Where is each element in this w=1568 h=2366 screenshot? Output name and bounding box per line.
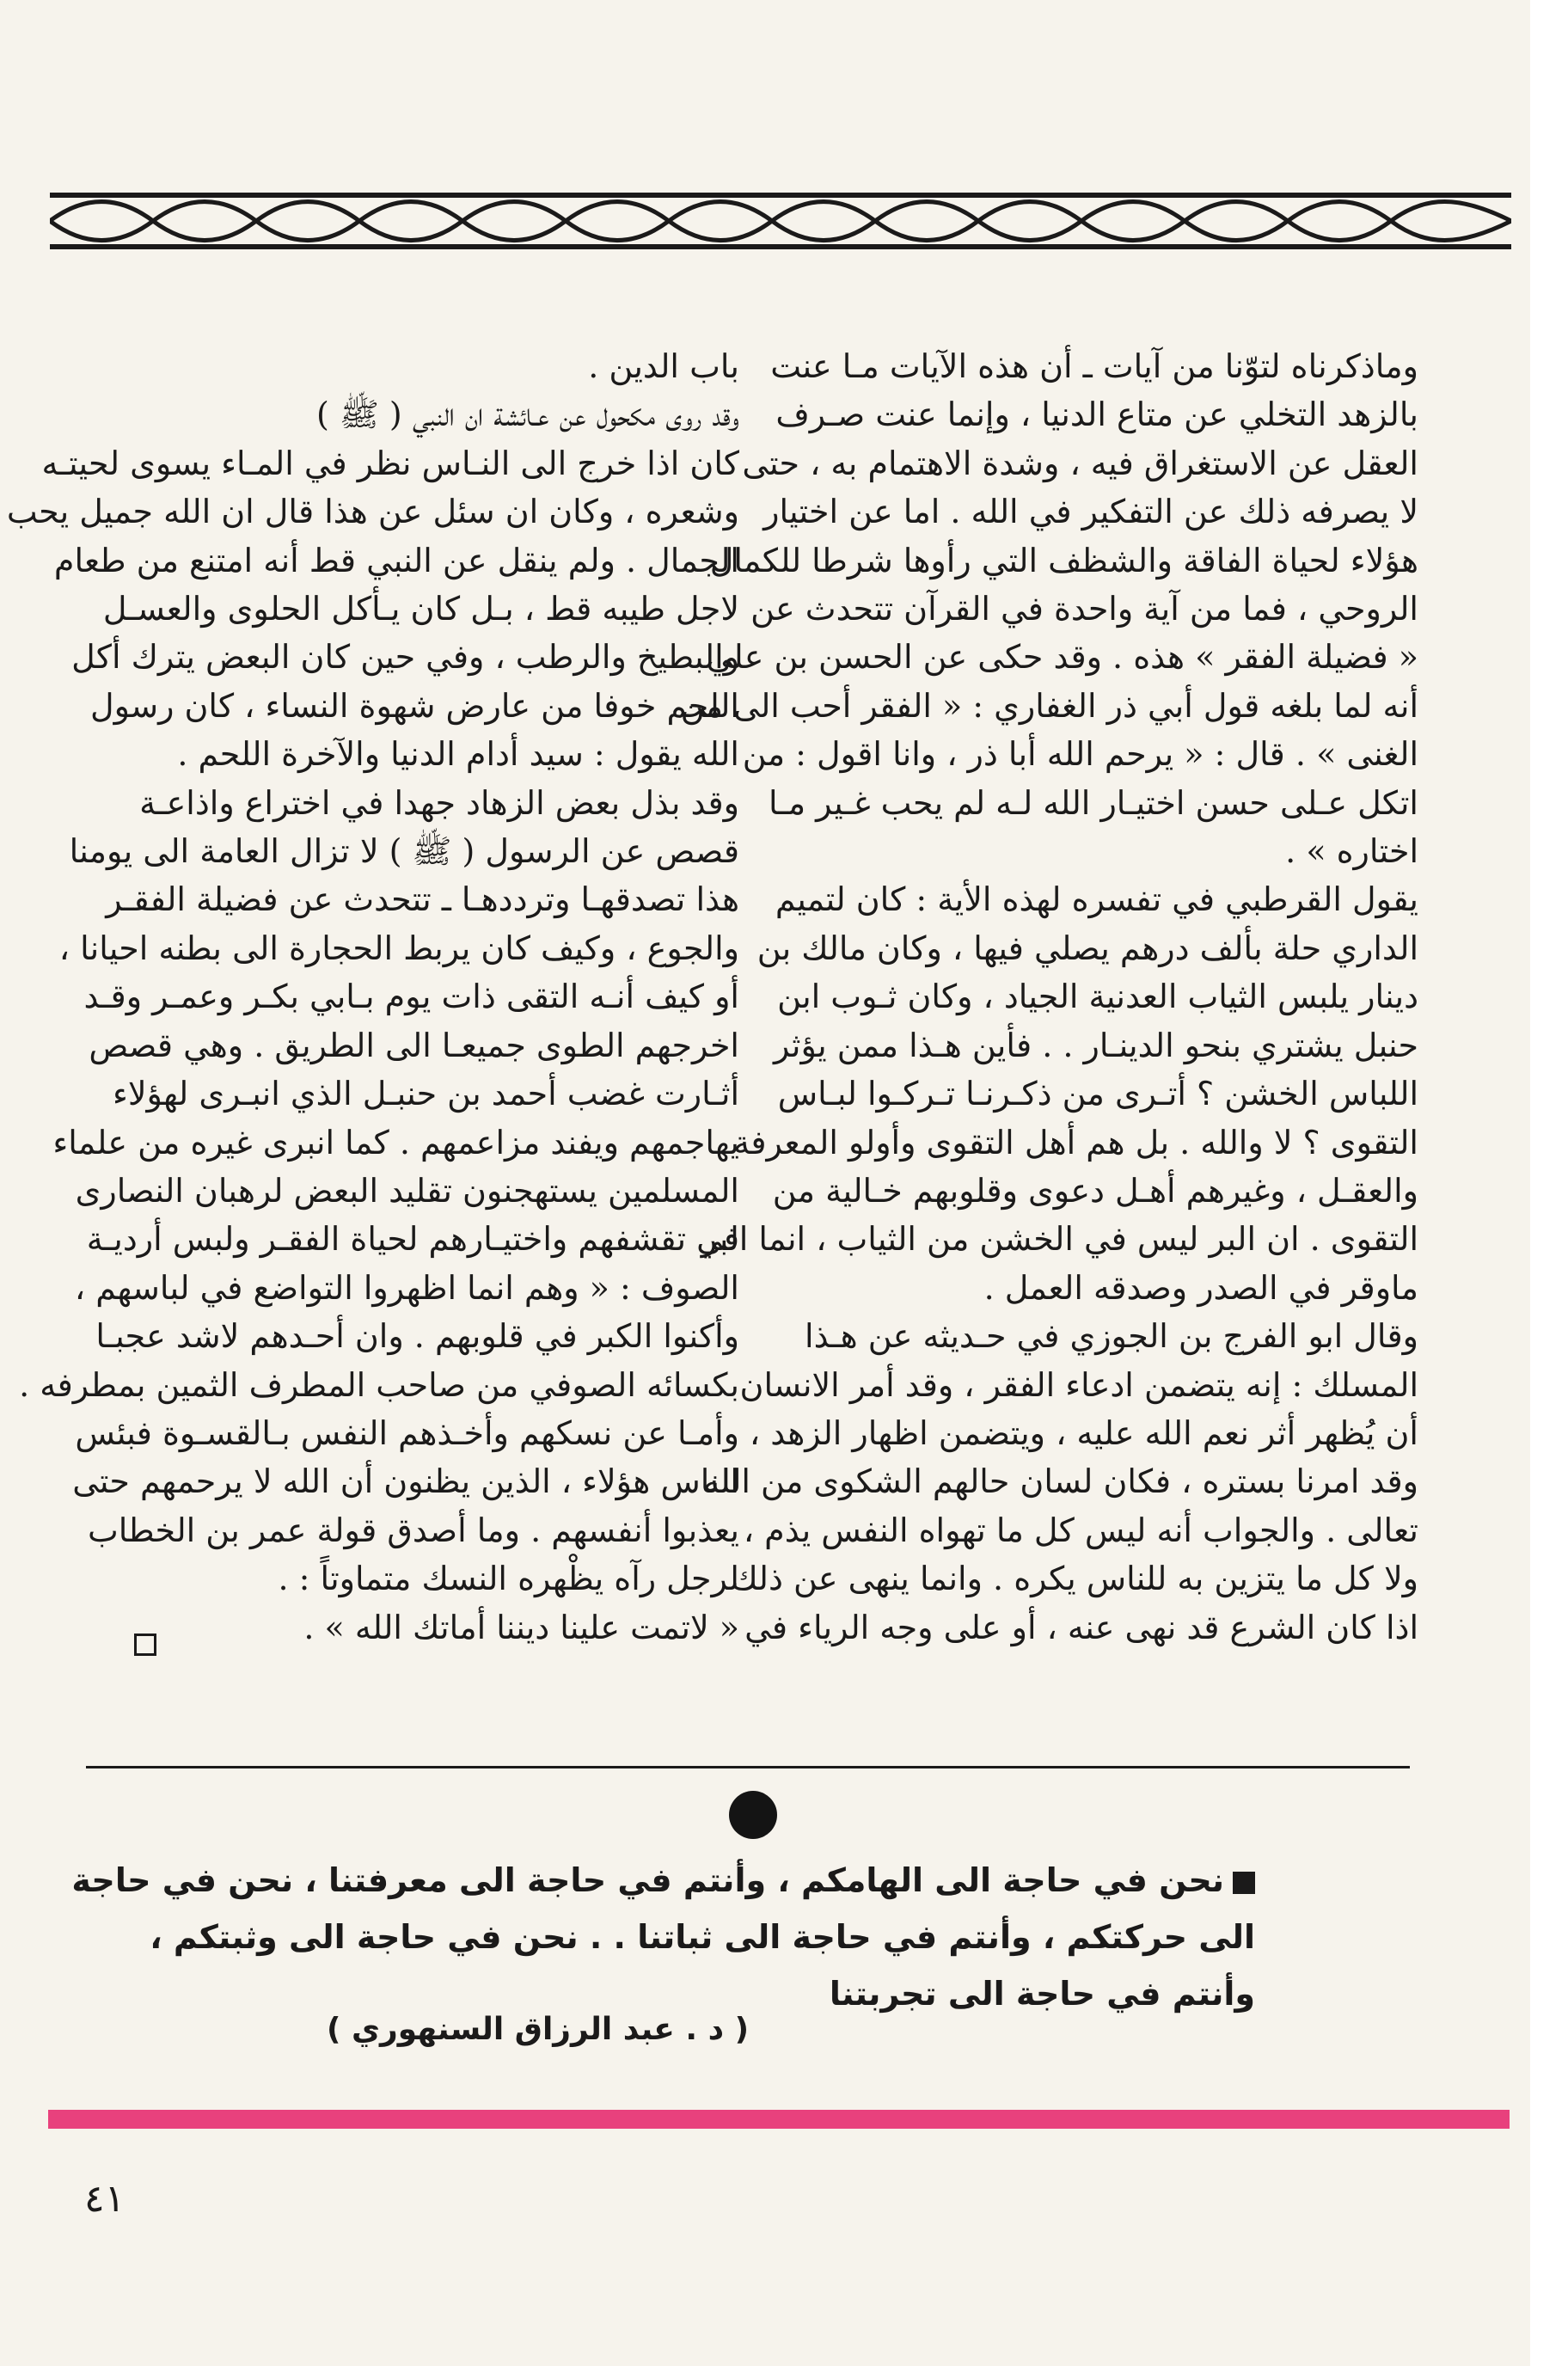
ornamental-border — [50, 191, 1511, 251]
text-line: والبطيخ والرطب ، وفي حين كان البعض يترك أكل — [71, 638, 739, 677]
horizontal-rule — [86, 1766, 1410, 1768]
text-line: بكسائه الصوفي من صاحب المطرف الثمين بمطرفه . — [19, 1365, 739, 1404]
text-line: هؤلاء لحياة الفاقة والشظف التي رأوها شرطا للكمال — [709, 541, 1418, 579]
end-of-article-mark — [134, 1634, 156, 1656]
text-line: لا يصرفه ذلك عن التفكير في الله . اما عن اختيار — [763, 493, 1418, 531]
text-line: أنه لما بلغه قول أبي ذر الغفاري : « الفقر أحب الى من — [680, 686, 1418, 725]
text-line: وماذكرناه لتوّنا من آيات ـ أن هذه الآيات مـا عنت — [770, 347, 1418, 385]
text-line: الغنى » . قال : « يرحم الله أبا ذر ، وانا اقول : من — [742, 735, 1418, 774]
text-line: الجمال . ولم ينقل عن النبي قط أنه امتنع من طعام — [53, 541, 739, 579]
text-line: والعقـل ، وغيرهم أهـل دعوى وقلوبهم خـالية من — [772, 1171, 1418, 1210]
text-line: التقوى ؟ لا والله . بل هم أهل التقوى وأولو المعرفة — [732, 1123, 1418, 1162]
text-line: أثـارت غضب أحمد بن حنبـل الذي انبـرى لهؤلاء — [113, 1075, 739, 1113]
quote-line: نحن في حاجة الى الهامكم ، وأنتم في حاجة الى معرفتنا ، نحن في حاجة — [318, 1852, 1255, 1909]
text-line: ماوقر في الصدر وصدقه العمل . — [983, 1268, 1418, 1307]
text-line: يعذبوا أنفسهم . وما أصدق قولة عمر بن الخطاب — [88, 1511, 739, 1549]
text-line: العقل عن الاستغراق فيه ، وشدة الاهتمام به ، حتى — [742, 444, 1418, 482]
text-line: اذا كان الشرع قد نهى عنه ، أو على وجه الرياء في — [744, 1608, 1418, 1646]
text-line: هذا تصدقهـا وترددهـا ـ تتحدث عن فضيلة الفقـر — [106, 880, 739, 919]
text-line: قصص عن الرسول ( ﷺ ) لا تزال العامة الى يومنا — [69, 832, 739, 871]
text-line: لرجل رآه يظْهره النسك متماوتاً : . — [278, 1560, 739, 1598]
text-line: اختاره » . — [1285, 832, 1418, 871]
text-line: حنبل يشتري بنحو الدينـار . . فأين هـذا ممن يؤثر — [773, 1026, 1418, 1064]
text-line: لاجل طيبه قط ، بـل كان يـأكل الحلوى والعسـل — [102, 590, 739, 628]
text-line: باب الدين . — [588, 347, 739, 385]
text-line: بالزهد التخلي عن متاع الدنيا ، وإنما عنت صـرف — [775, 395, 1418, 434]
text-line: كان اذا خرج الى النـاس نظر في المـاء يسوى لحيتـه — [41, 444, 739, 482]
text-line: اللباس الخشن ؟ أتـرى من ذكـرنـا تـركـوا لبـاس — [777, 1075, 1418, 1113]
text-line: ولا كل ما يتزين به للناس يكره . وانما ينهى عن ذلك — [731, 1560, 1418, 1598]
page-edge — [1530, 0, 1568, 2366]
footer-accent-bar — [48, 2110, 1510, 2129]
text-line: « لاتمت علينا ديننا أماتك الله » . — [303, 1608, 739, 1646]
text-line: اتكل عـلى حسن اختيـار الله لـه لم يحب غـير مـا — [769, 783, 1418, 822]
pull-quote — [71, 1852, 1255, 2022]
text-line: وأكنوا الكبر في قلوبهم . وان أحـدهم لاشد عجبـا — [95, 1317, 739, 1356]
quote-author: ( د . عبد الرزاق السنهوري ) — [327, 2012, 750, 2047]
text-line: « فضيلة الفقر » هذه . وقد حكى عن الحسن بن علي — [706, 638, 1418, 677]
text-line: اخرجهم الطوى جميعـا الى الطريق . وهي قصص — [89, 1026, 739, 1064]
article-column-left — [6, 342, 739, 1652]
text-line: الروحي ، فما من آية واحدة في القرآن تتحدث عن — [750, 590, 1418, 628]
bullet-dot-icon — [729, 1791, 777, 1839]
article-column-right — [680, 342, 1418, 1652]
text-line: المسلك : إنه يتضمن ادعاء الفقر ، وقد أمر الانسان — [739, 1365, 1418, 1404]
text-line: والجوع ، وكيف كان يربط الحجارة الى بطنه احيانا ، — [58, 929, 739, 967]
text-line: الصوف : « وهم انما اظهروا التواضع في لباسهم ، — [74, 1268, 739, 1307]
text-line: الله يقول : سيد أدام الدنيا والآخرة اللحم . — [177, 735, 739, 774]
text-line: اللحم خوفا من عارض شهوة النساء ، كان رسول — [90, 686, 739, 725]
text-line: المسلمين يستهجنون تقليد البعض لرهبان النصارى — [75, 1171, 739, 1210]
text-line: في تقشفهم واختيـارهم لحياة الفقـر ولبس أرديـة — [86, 1220, 739, 1259]
text-line: وقد بذل بعض الزهاد جهدا في اختراع واذاعـة — [139, 783, 739, 822]
text-line: وقد روى مكحول عن عـائشة ان النبي ( ﷺ ) — [316, 395, 739, 434]
text-line: دينار يلبس الثياب العدنية الجياد ، وكان ثـوب ابن — [777, 978, 1418, 1016]
text-line: يقول القرطبي في تفسره لهذه الأية : كان لتميم — [775, 880, 1418, 919]
quote-line: الى حركتكم ، وأنتم في حاجة الى ثباتنا . . نحن في حاجة الى وثبتكم ، — [150, 1918, 1255, 1956]
text-line: وقال ابو الفرج بن الجوزي في حـديثه عن هـذا — [805, 1317, 1418, 1356]
text-line: أو كيف أنـه التقى ذات يوم بـابي بكـر وعمـر وقـد — [83, 978, 739, 1016]
text-line: وقد امرنا بستره ، فكان لسان حالهم الشكوى من الله — [702, 1462, 1418, 1501]
square-bullet-icon — [1233, 1872, 1255, 1894]
text-line: وشعره ، وكان ان سئل عن هذا قال ان الله جميل يحب — [6, 493, 739, 531]
text-line: الناس هؤلاء ، الذين يظنون أن الله لا يرحمهم حتى — [72, 1462, 739, 1501]
quote-line: وأنتم في حاجة الى تجربتنا — [829, 1975, 1255, 2013]
text-line: التقوى . ان البر ليس في الخشن من الثياب ، انما البر — [701, 1220, 1418, 1259]
text-line: الداري حلة بألف درهم يصلي فيها ، وكان مالك بن — [756, 929, 1418, 967]
text-line: أن يُظهر أثر نعم الله عليه ، ويتضمن اظهار الزهد ، — [749, 1413, 1418, 1452]
text-line: يهاجمهم ويفند مزاعمهم . كما انبرى غيره من علماء — [52, 1123, 739, 1162]
text-line: وأمـا عن نسكهم وأخـذهم النفس بـالقسـوة فبئس — [75, 1413, 739, 1452]
page-number: ٤١ — [84, 2177, 126, 2221]
text-line: تعالى . والجواب أنه ليس كل ما تهواه النفس يذم ، — [743, 1511, 1418, 1549]
